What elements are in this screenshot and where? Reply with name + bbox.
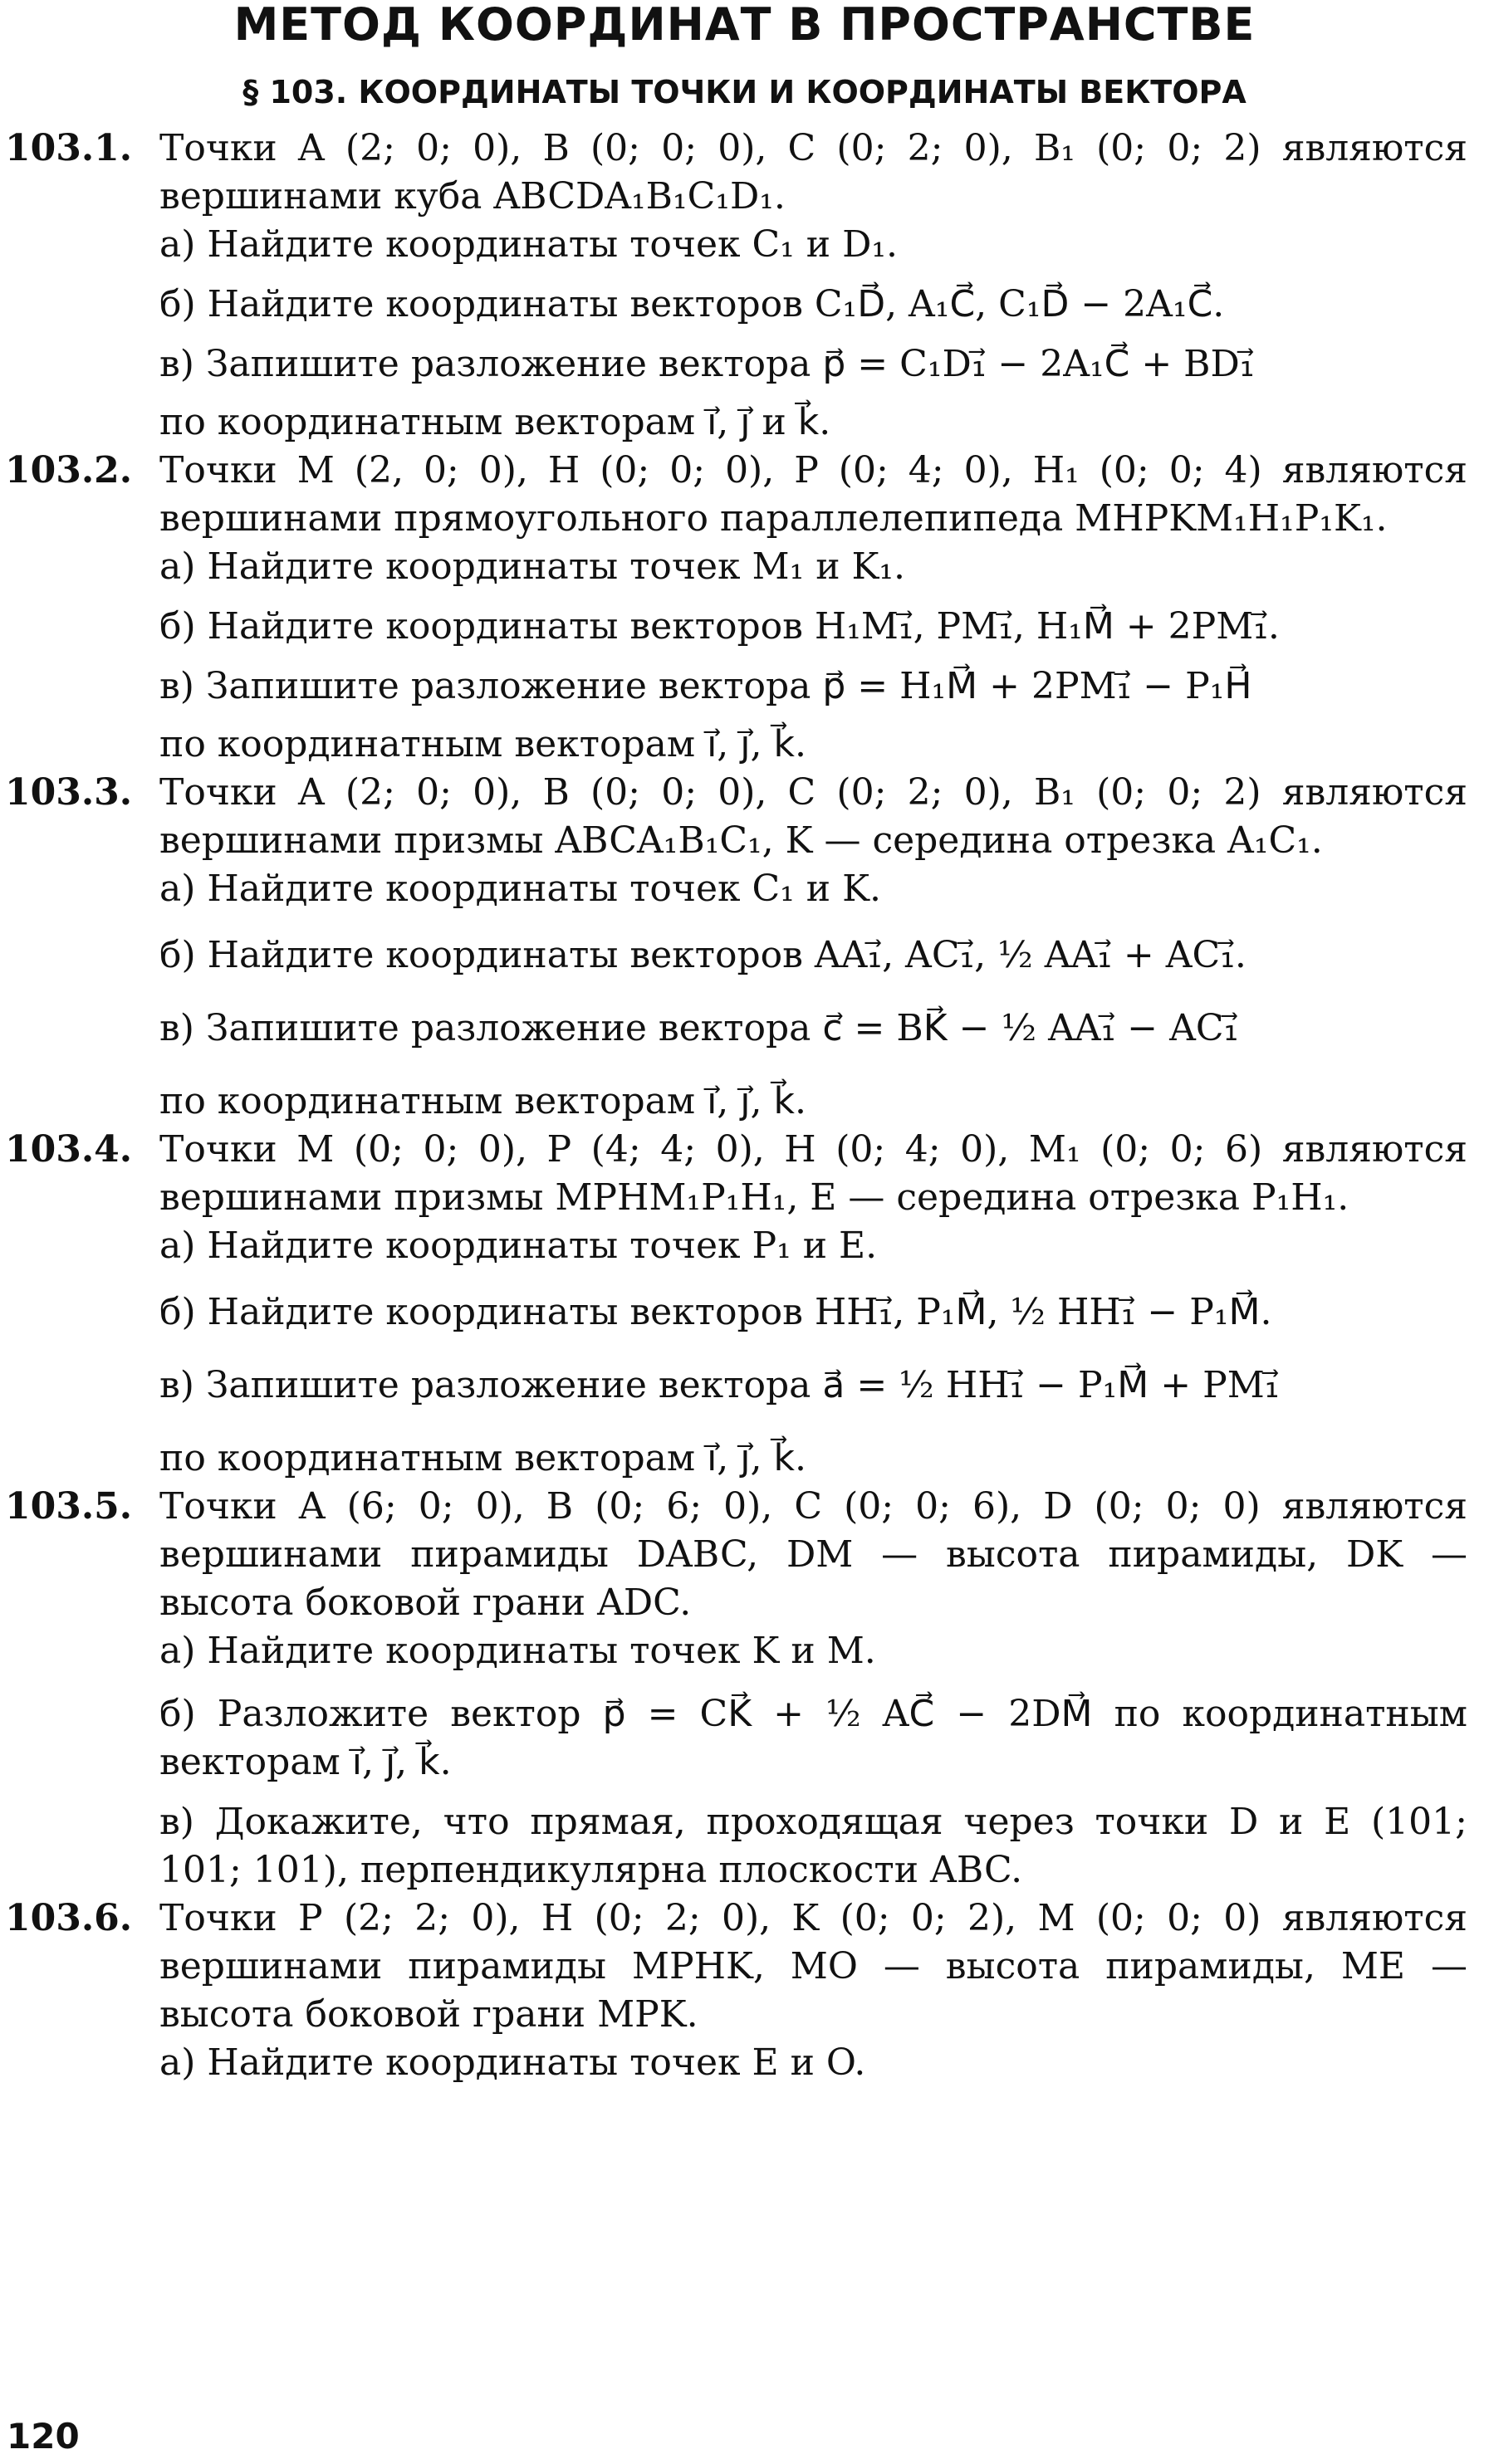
- problem-item-v: в) Запишите разложение вектора p⃗ = C₁D₁⃗ − 2A₁C⃗ + BD₁⃗: [159, 343, 1255, 385]
- problem-103-3: [0, 769, 1489, 1126]
- problem-list: [0, 125, 1489, 2087]
- problem-item-a: а) Найдите координаты точек K и M.: [159, 1630, 876, 1672]
- page-number: 120: [7, 2416, 80, 2457]
- problem-number: 103.5.: [5, 1485, 133, 1528]
- problem-103-4: [0, 1126, 1489, 1483]
- problem-item-b: б) Найдите координаты векторов AA₁⃗, AC₁⃗, ½ AA₁⃗ + AC₁⃗.: [159, 934, 1247, 976]
- problem-stem: Точки P (2; 2; 0), H (0; 2; 0), K (0; 0; 2), M (0; 0; 0) являются вершинами пирамиды MPHK, MO — высота пирамиды, ME — высота боковой грани MPK.: [159, 1897, 1467, 2036]
- problem-item-v: в) Запишите разложение вектора c⃗ = BK⃗ − ½ AA₁⃗ − AC₁⃗: [159, 1007, 1239, 1049]
- problem-item-b: б) Найдите координаты векторов HH₁⃗, P₁M⃗, ½ HH₁⃗ − P₁M⃗.: [159, 1291, 1272, 1333]
- problem-stem: Точки A (2; 0; 0), B (0; 0; 0), C (0; 2; 0), B₁ (0; 0; 2) являются вершинами призмы ABCA₁B₁C₁, K — середина отрезка A₁C₁.: [159, 771, 1467, 862]
- problem-item-v-cont: по координатным векторам i⃗, j⃗ и k⃗.: [159, 401, 831, 443]
- problem-stem: Точки M (0; 0; 0), P (4; 4; 0), H (0; 4; 0), M₁ (0; 0; 6) являются вершинами призмы MPHM₁P₁H₁, E — середина отрезка P₁H₁.: [159, 1128, 1467, 1219]
- problem-number: 103.3.: [5, 771, 133, 814]
- problem-stem: Точки A (6; 0; 0), B (0; 6; 0), C (0; 0; 6), D (0; 0; 0) являются вершинами пирамиды DABC, DM — высота пирамиды, DK — высота боковой грани ADC.: [159, 1485, 1467, 1624]
- problem-item-b: б) Разложите вектор p⃗ = CK⃗ + ½ AC⃗ − 2DM⃗ по координатным векторам i⃗, j⃗, k⃗.: [159, 1693, 1467, 1783]
- problem-item-a: а) Найдите координаты точек M₁ и K₁.: [159, 545, 906, 588]
- problem-item-b: б) Найдите координаты векторов C₁D⃗, A₁C⃗, C₁D⃗ − 2A₁C⃗.: [159, 283, 1225, 325]
- problem-stem: Точки M (2, 0; 0), H (0; 0; 0), P (0; 4; 0), H₁ (0; 0; 4) являются вершинами прямоугольного параллелепипеда MHPKM₁H₁P₁K₁.: [159, 449, 1467, 540]
- problem-item-v-cont: по координатным векторам i⃗, j⃗, k⃗.: [159, 1080, 806, 1122]
- problem-item-v: в) Запишите разложение вектора a⃗ = ½ HH₁⃗ − P₁M⃗ + PM₁⃗: [159, 1364, 1280, 1406]
- problem-item-a: а) Найдите координаты точек E и O.: [159, 2041, 866, 2084]
- problem-item-a: а) Найдите координаты точек P₁ и E.: [159, 1225, 878, 1267]
- problem-item-v-cont: по координатным векторам i⃗, j⃗, k⃗.: [159, 1437, 806, 1479]
- problem-number: 103.6.: [5, 1897, 133, 1939]
- section-title: § 103. КООРДИНАТЫ ТОЧКИ И КООРДИНАТЫ ВЕКТОРА: [242, 74, 1247, 110]
- problem-item-v: в) Докажите, что прямая, проходящая через точки D и E (101; 101; 101), перпендикулярна плоскости ABC.: [159, 1801, 1467, 1891]
- problem-stem: Точки A (2; 0; 0), B (0; 0; 0), C (0; 2; 0), B₁ (0; 0; 2) являются вершинами куба ABCDA₁B₁C₁D₁.: [159, 127, 1467, 218]
- problem-number: 103.1.: [5, 127, 133, 169]
- problem-item-a: а) Найдите координаты точек C₁ и D₁.: [159, 223, 899, 266]
- problem-number: 103.4.: [5, 1128, 133, 1171]
- problem-item-b: б) Найдите координаты векторов H₁M₁⃗, PM₁⃗, H₁M⃗ + 2PM₁⃗.: [159, 605, 1280, 648]
- chapter-title: МЕТОД КООРДИНАТ В ПРОСТРАНСТВЕ: [233, 0, 1256, 51]
- problem-103-2: [0, 447, 1489, 769]
- problem-item-a: а) Найдите координаты точек C₁ и K.: [159, 868, 881, 910]
- problem-item-v: в) Запишите разложение вектора p⃗ = H₁M⃗ + 2PM₁⃗ − P₁H⃗: [159, 665, 1252, 707]
- problem-103-1: [0, 125, 1489, 447]
- problem-103-5: [0, 1483, 1489, 1894]
- problem-103-6: [0, 1894, 1489, 2087]
- problem-item-v-cont: по координатным векторам i⃗, j⃗, k⃗.: [159, 723, 806, 765]
- problem-number: 103.2.: [5, 449, 133, 491]
